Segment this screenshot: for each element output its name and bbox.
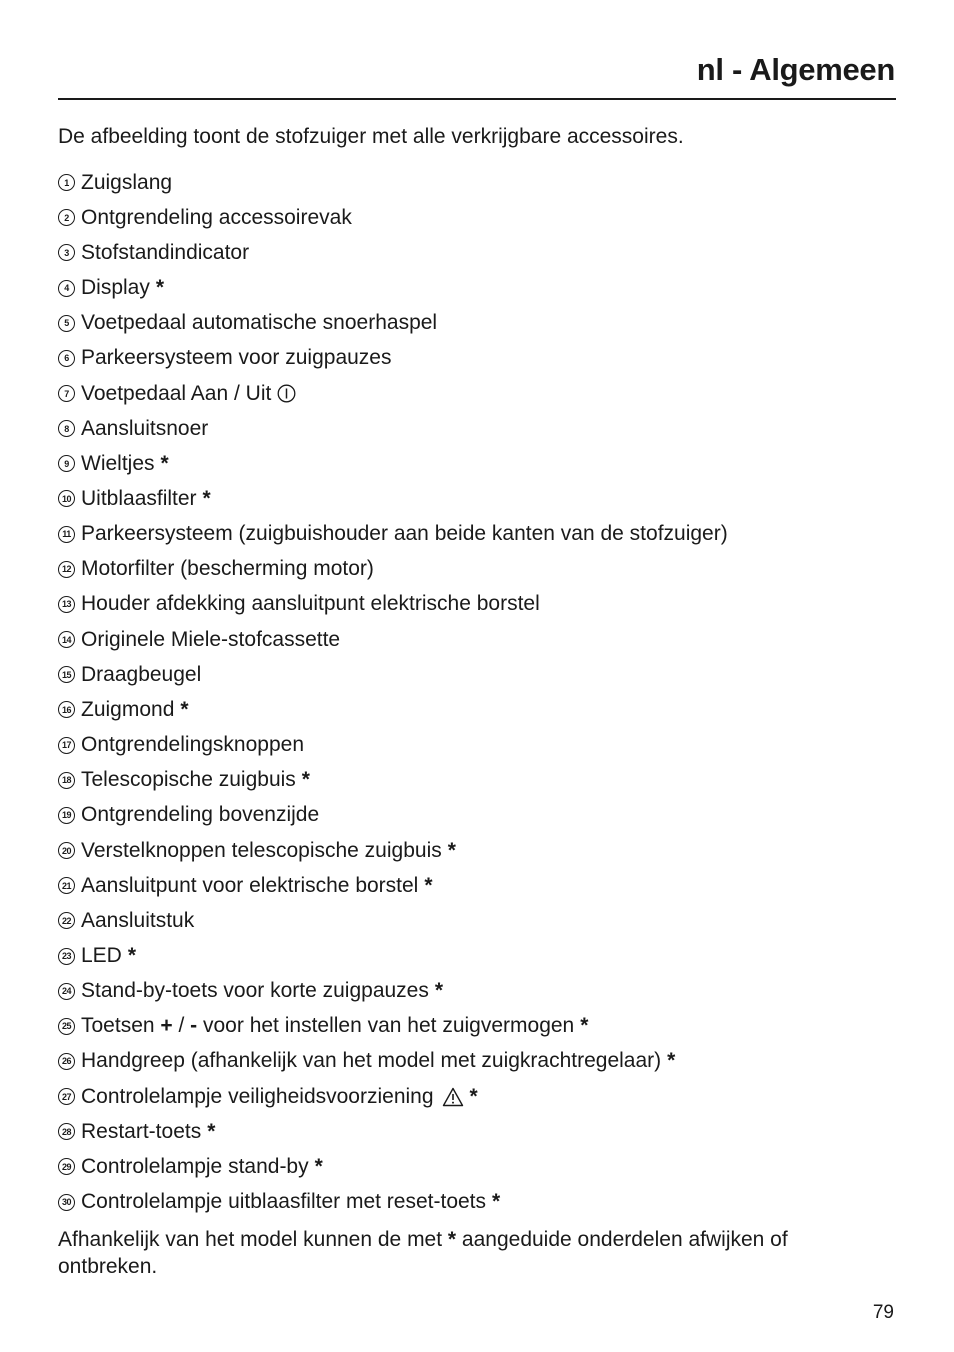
optional-star: * [314,1154,323,1178]
list-item [58,517,728,552]
optional-star: * [202,486,211,510]
item-number-badge: 25 [58,1018,75,1035]
item-number-badge: 28 [58,1123,75,1140]
footer-note-before: Afhankelijk van het model kunnen de met [58,1228,448,1251]
item-text: Controlelampje veiligheidsvoorziening [81,1084,434,1108]
item-number-badge: 9 [58,455,75,472]
item-text: Parkeersysteem (zuigbuishouder aan beide kanten van de stofzuiger) [81,522,728,546]
item-number-badge: 11 [58,526,75,543]
item-text: Wieltjes [81,451,155,475]
item-text: Voetpedaal automatische snoerhaspel [81,311,438,335]
item-number-badge: 7 [58,385,75,402]
item-text-part: + [160,1014,173,1038]
item-text: Originele Miele-stofcassette [81,627,341,651]
item-number-badge: 16 [58,701,75,718]
item-text: Aansluitsnoer [81,416,209,440]
list-item [58,306,728,341]
item-text: Zuigslang [81,170,173,194]
item-number-badge: 1 [58,174,75,191]
item-text-part: Toetsen [81,1014,161,1038]
item-number-badge: 23 [58,948,75,965]
page-number: 79 [872,1302,894,1323]
list-item [58,552,728,587]
parts-list [58,165,728,1220]
item-text: Display [81,276,150,300]
list-item [58,235,728,270]
list-item [58,833,728,868]
list-item [58,1079,728,1114]
item-number-badge: 22 [58,912,75,929]
list-item [58,1009,728,1044]
warning-icon [442,1087,464,1107]
item-number-badge: 4 [58,280,75,297]
item-text: Aansluitstuk [81,908,195,932]
item-number-badge: 2 [58,209,75,226]
list-item [58,868,728,903]
list-item [58,1149,728,1184]
item-text: Controlelampje stand-by [81,1154,309,1178]
item-number-badge: 18 [58,772,75,789]
list-item [58,763,728,798]
list-item [58,200,728,235]
item-number-badge: 27 [58,1088,75,1105]
optional-star: * [180,697,189,721]
list-item [58,938,728,973]
item-text: Telescopische zuigbuis [81,768,296,792]
item-number-badge: 29 [58,1158,75,1175]
item-text: Ontgrendeling accessoirevak [81,205,352,229]
item-text-part: - [190,1014,198,1038]
item-number-badge: 8 [58,420,75,437]
list-item [58,165,728,200]
optional-star: * [469,1084,478,1108]
item-number-badge: 21 [58,877,75,894]
list-item [58,1185,728,1220]
item-number-badge: 10 [58,490,75,507]
item-number-badge: 30 [58,1194,75,1211]
footer-note-after: aangeduide onderdelen afwijken of ontbreken. [58,1228,788,1278]
item-text: Voetpedaal Aan / Uit [81,381,272,405]
list-item [58,798,728,833]
intro-text: De afbeelding toont de stofzuiger met alle verkrijgbare accessoires. [58,125,684,148]
list-item [58,446,728,481]
item-number-badge: 26 [58,1053,75,1070]
item-text: Draagbeugel [81,662,202,686]
optional-star: * [301,768,310,792]
optional-star: * [160,451,169,475]
item-text: Handgreep (afhankelijk van het model met zuigkrachtregelaar) [81,1049,662,1073]
item-text: LED [81,944,122,968]
item-number-badge: 14 [58,631,75,648]
item-number-badge: 12 [58,561,75,578]
list-item [58,622,728,657]
item-number-badge: 19 [58,807,75,824]
item-number-badge: 24 [58,983,75,1000]
optional-star: * [434,979,444,1003]
item-number-badge: 6 [58,350,75,367]
list-item [58,728,728,763]
item-text-part: / [172,1014,191,1038]
item-text: Parkeersysteem voor zuigpauzes [81,346,392,370]
list-item [58,903,728,938]
list-item [58,341,728,376]
power-icon [277,384,296,403]
optional-star: * [492,1190,501,1214]
item-text: Controlelampje uitblaasfilter met reset-toets [81,1190,487,1214]
item-text: Verstelknoppen telescopische zuigbuis [81,838,442,862]
optional-star: * [667,1049,676,1073]
optional-star: * [424,873,433,897]
list-item [58,587,728,622]
header-divider [58,98,896,100]
list-item [58,974,728,1009]
list-item [58,376,728,411]
item-text: Ontgrendeling bovenzijde [81,803,320,827]
item-text: Zuigmond [81,697,175,721]
item-number-badge: 13 [58,596,75,613]
item-text: Houder afdekking aansluitpunt elektrische borstel [81,592,540,616]
list-item [58,1114,728,1149]
list-item [58,692,728,727]
item-text: Aansluitpunt voor elektrische borstel [81,873,419,897]
list-item [58,1044,728,1079]
optional-star: * [207,1119,216,1143]
optional-star: * [155,276,165,300]
list-item [58,657,728,692]
footer-note [58,1226,888,1280]
item-number-badge: 20 [58,842,75,859]
page-title: nl - Algemeen [696,52,895,87]
item-number-badge: 3 [58,244,75,261]
item-number-badge: 17 [58,737,75,754]
optional-star: * [447,838,456,862]
optional-star: * [580,1014,589,1038]
item-text: Stofstandindicator [81,240,250,264]
item-text: Restart-toets [81,1119,202,1143]
item-text: Motorfilter (bescherming motor) [81,557,374,581]
item-number-badge: 5 [58,315,75,332]
item-text: Ontgrendelingsknoppen [81,733,305,757]
item-number-badge: 15 [58,666,75,683]
list-item [58,270,728,305]
item-text: Uitblaasfilter [81,486,197,510]
list-item [58,411,728,446]
optional-star: * [127,944,137,968]
footer-note-star: * [447,1228,457,1251]
item-text: Stand-by-toets voor korte zuigpauzes [81,979,429,1003]
list-item [58,481,728,516]
item-text-part: voor het instellen van het zuigvermogen [197,1014,575,1038]
